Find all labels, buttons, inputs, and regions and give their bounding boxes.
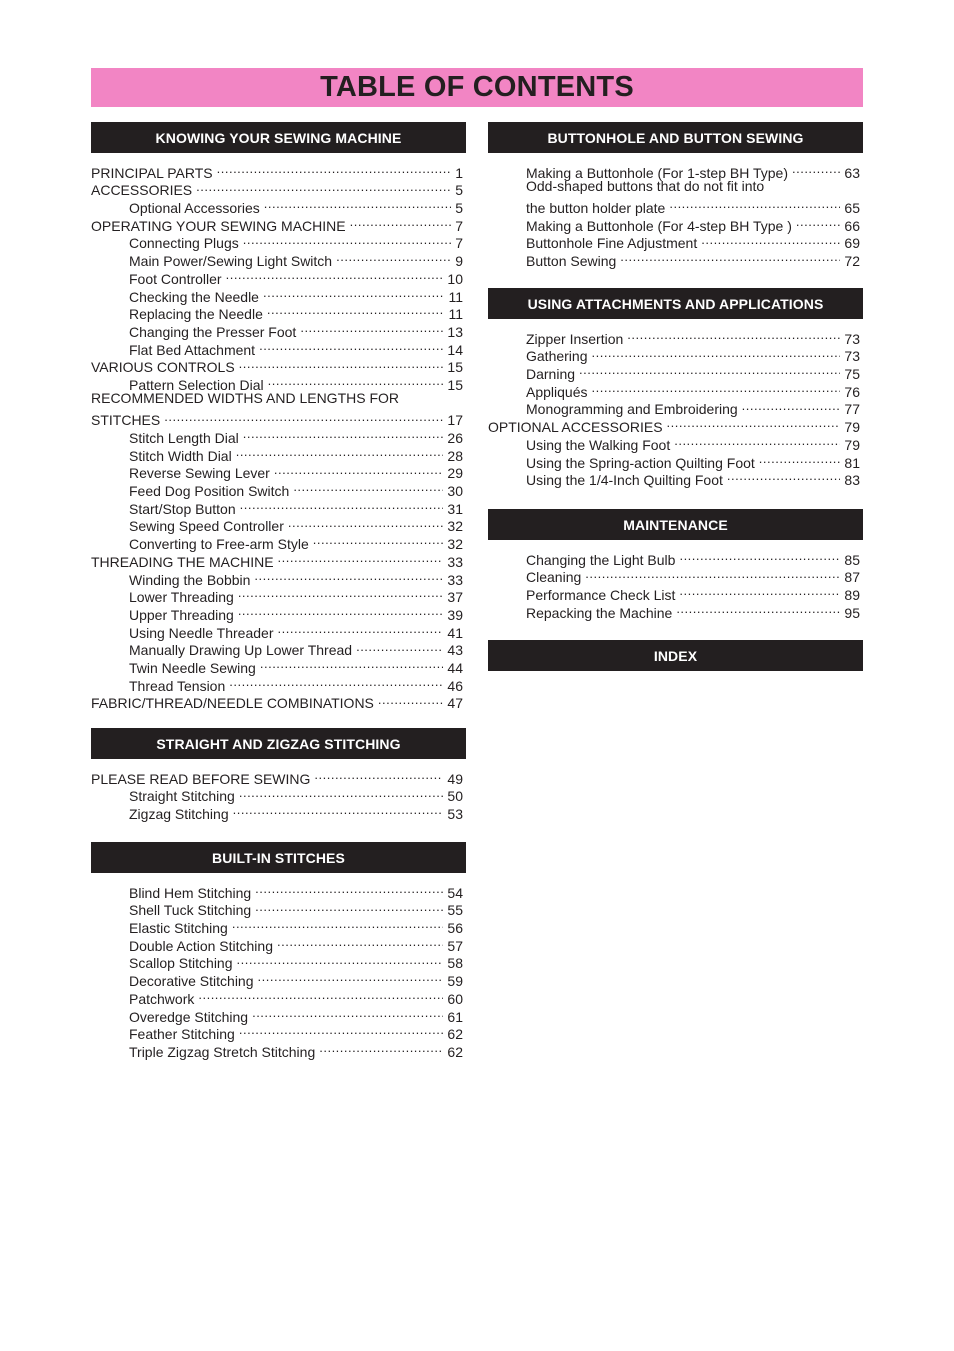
toc-entry-label: Using Needle Threader xyxy=(129,624,274,641)
toc-page-number: 53 xyxy=(447,806,463,823)
toc-page-number: 32 xyxy=(447,518,463,535)
toc-entry-label: Monogramming and Embroidering xyxy=(526,401,738,418)
dot-leader xyxy=(313,531,444,549)
toc-entry-label: Odd-shaped buttons that do not fit into xyxy=(526,177,765,194)
toc-entry-label: Upper Threading xyxy=(129,606,234,623)
toc-page-number: 31 xyxy=(447,500,463,517)
dot-leader xyxy=(669,195,840,213)
toc-page-number: 49 xyxy=(447,770,463,787)
toc-entry-label: Patchwork xyxy=(129,990,195,1007)
dot-leader xyxy=(579,361,840,379)
toc-entry-list xyxy=(91,873,466,1060)
toc-page-number: 30 xyxy=(447,483,463,500)
toc-entry-label: Darning xyxy=(526,366,576,383)
toc-page-number: 46 xyxy=(447,677,463,694)
toc-page-number: 95 xyxy=(844,604,860,621)
toc-page-number: 5 xyxy=(455,182,463,199)
title-banner xyxy=(91,68,863,107)
dot-leader xyxy=(378,691,444,709)
toc-entry-label: OPTIONAL ACCESSORIES xyxy=(488,419,663,436)
toc-entry-label: STITCHES xyxy=(91,412,161,429)
toc-page-number: 32 xyxy=(447,536,463,553)
dot-leader xyxy=(268,372,444,390)
dot-leader xyxy=(243,231,451,249)
toc-page-number: 63 xyxy=(844,164,860,181)
toc-entry-label: Double Action Stitching xyxy=(129,937,273,954)
section-header: MAINTENANCE xyxy=(488,509,863,540)
dot-leader xyxy=(239,1022,444,1040)
toc-page-number: 15 xyxy=(447,359,463,376)
toc-entry-label: THREADING THE MACHINE xyxy=(91,553,274,570)
toc-section-maintenance xyxy=(488,509,863,621)
dot-leader xyxy=(792,160,840,178)
toc-page-number: 15 xyxy=(447,376,463,393)
toc-entry[interactable] xyxy=(91,880,466,901)
toc-page-number: 62 xyxy=(447,1026,463,1043)
dot-leader xyxy=(254,567,443,585)
dot-leader xyxy=(264,195,451,213)
toc-entry-label: RECOMMENDED WIDTHS AND LENGTHS FOR xyxy=(91,389,400,406)
toc-page-number: 7 xyxy=(455,235,463,252)
toc-entry-label: Flat Bed Attachment xyxy=(129,341,256,358)
toc-entry-label: Thread Tension xyxy=(129,677,226,694)
toc-page-number: 77 xyxy=(844,401,860,418)
section-header: BUILT-IN STITCHES xyxy=(91,842,466,873)
toc-entry-label: Buttonhole Fine Adjustment xyxy=(526,235,698,252)
toc-page-number: 55 xyxy=(447,902,463,919)
dot-leader xyxy=(239,355,444,373)
dot-leader xyxy=(319,1039,443,1057)
toc-section-straight-and-zigzag-stitching xyxy=(91,728,466,823)
dot-leader xyxy=(277,933,443,951)
toc-page-number: 72 xyxy=(844,253,860,270)
toc-page-number: 54 xyxy=(447,884,463,901)
toc-page-number: 62 xyxy=(447,1043,463,1060)
toc-entry-label: Triple Zigzag Stretch Stitching xyxy=(129,1043,316,1060)
dot-leader xyxy=(293,478,443,496)
toc-entry[interactable] xyxy=(488,326,863,347)
toc-entry-label: Manually Drawing Up Lower Thread xyxy=(129,642,353,659)
toc-page-number: 89 xyxy=(844,587,860,604)
toc-entry-label: Overedge Stitching xyxy=(129,1008,249,1025)
dot-leader xyxy=(300,319,443,337)
toc-page-number: 79 xyxy=(844,436,860,453)
toc-entry-label: Changing the Presser Foot xyxy=(129,323,297,340)
toc-page-number: 7 xyxy=(455,217,463,234)
dot-leader xyxy=(255,898,443,916)
toc-entry-label: Cleaning xyxy=(526,569,582,586)
toc-entry-label: Using the Walking Foot xyxy=(526,436,671,453)
toc-page-number: 11 xyxy=(448,306,463,323)
toc-page-number: 39 xyxy=(447,606,463,623)
toc-page-number: 65 xyxy=(844,200,860,217)
toc-entry-label: Making a Buttonhole (For 1-step BH Type) xyxy=(526,164,788,181)
toc-entry-list xyxy=(488,319,863,489)
dot-leader xyxy=(759,450,841,468)
toc-page-number: 60 xyxy=(447,990,463,1007)
dot-leader xyxy=(164,408,443,426)
toc-page-number: 69 xyxy=(844,235,860,252)
dot-leader xyxy=(278,620,444,638)
dot-leader xyxy=(226,266,444,284)
toc-entry[interactable] xyxy=(488,160,863,181)
toc-page-number: 43 xyxy=(447,642,463,659)
dot-leader xyxy=(676,600,840,618)
toc-page-number: 61 xyxy=(447,1008,463,1025)
toc-entry-list xyxy=(91,153,466,712)
dot-leader xyxy=(592,379,841,397)
toc-entry-label: Winding the Bobbin xyxy=(129,571,251,588)
toc-page-number: 73 xyxy=(844,330,860,347)
toc-entry-label: ACCESSORIES xyxy=(91,182,193,199)
dot-leader xyxy=(727,468,841,486)
toc-entry-label: VARIOUS CONTROLS xyxy=(91,359,235,376)
toc-entry-label: Reverse Sewing Lever xyxy=(129,465,270,482)
toc-page-number: 29 xyxy=(447,465,463,482)
toc-entry-label: Decorative Stitching xyxy=(129,973,254,990)
toc-page-number: 44 xyxy=(447,659,463,676)
toc-entry[interactable] xyxy=(488,547,863,568)
toc-page-number: 76 xyxy=(844,383,860,400)
toc-entry[interactable] xyxy=(488,195,863,217)
toc-entry-label: Stitch Width Dial xyxy=(129,447,232,464)
toc-entry-label: Start/Stop Button xyxy=(129,500,236,517)
dot-leader xyxy=(350,213,452,231)
dot-leader xyxy=(796,213,841,231)
section-header: INDEX xyxy=(488,640,863,671)
toc-entry-label: Elastic Stitching xyxy=(129,920,228,937)
toc-page-number: 57 xyxy=(447,937,463,954)
toc-entry-label: PRINCIPAL PARTS xyxy=(91,164,213,181)
toc-entry-label: Feed Dog Position Switch xyxy=(129,483,290,500)
toc-entry[interactable] xyxy=(91,390,466,408)
toc-section-knowing-your-sewing-machine xyxy=(91,122,466,712)
dot-leader xyxy=(679,582,840,600)
toc-entry-label: FABRIC/THREAD/NEEDLE COMBINATIONS xyxy=(91,695,374,712)
toc-section-index xyxy=(488,640,863,678)
toc-page-number: 58 xyxy=(447,955,463,972)
toc-entry-label: Scallop Stitching xyxy=(129,955,233,972)
dot-leader xyxy=(233,801,444,819)
dot-leader xyxy=(260,655,444,673)
page-title: TABLE OF CONTENTS xyxy=(320,71,634,103)
toc-entry-label: Converting to Free-arm Style xyxy=(129,536,309,553)
toc-page-number: 28 xyxy=(447,447,463,464)
toc-entry-list xyxy=(488,153,863,270)
toc-page-number: 83 xyxy=(844,472,860,489)
toc-page-number: 9 xyxy=(455,253,463,270)
toc-entry-label: Using the Spring-action Quilting Foot xyxy=(526,454,755,471)
toc-page-number: 66 xyxy=(844,217,860,234)
dot-leader xyxy=(336,248,451,266)
toc-entry-label: Foot Controller xyxy=(129,270,222,287)
toc-entry-label: PLEASE READ BEFORE SEWING xyxy=(91,770,311,787)
toc-page-number: 47 xyxy=(447,695,463,712)
toc-entry-label: Feather Stitching xyxy=(129,1026,235,1043)
dot-leader xyxy=(288,514,444,532)
toc-entry-list xyxy=(91,759,466,823)
dot-leader xyxy=(585,565,840,583)
toc-entry-label: the button holder plate xyxy=(526,200,666,217)
toc-entry[interactable] xyxy=(488,178,863,196)
dot-leader xyxy=(243,425,444,443)
toc-entry-list xyxy=(488,540,863,621)
section-header: STRAIGHT AND ZIGZAG STITCHING xyxy=(91,728,466,759)
toc-page-number: 5 xyxy=(455,200,463,217)
toc-page-number: 85 xyxy=(844,551,860,568)
toc-page-number: 75 xyxy=(844,366,860,383)
toc-page-number: 11 xyxy=(448,288,463,305)
toc-section-using-attachments-and-applications xyxy=(488,288,863,489)
dot-leader xyxy=(255,880,443,898)
toc-entry-label: Zigzag Stitching xyxy=(129,806,229,823)
toc-page-number: 79 xyxy=(844,419,860,436)
toc-page-number: 13 xyxy=(447,323,463,340)
toc-entry-label: Shell Tuck Stitching xyxy=(129,902,252,919)
dot-leader xyxy=(259,337,443,355)
toc-page-number: 33 xyxy=(447,571,463,588)
toc-page-number: 87 xyxy=(844,569,860,586)
toc-entry-label: Stitch Length Dial xyxy=(129,430,239,446)
toc-page-number: 50 xyxy=(447,788,463,805)
toc-entry-label: Pattern Selection Dial xyxy=(129,376,264,393)
toc-page-number: 73 xyxy=(844,348,860,365)
dot-leader xyxy=(667,414,841,432)
dot-leader xyxy=(591,344,840,362)
toc-entry-label: Replacing the Needle xyxy=(129,306,263,323)
toc-page-number: 17 xyxy=(447,412,463,429)
toc-entry-label: Straight Stitching xyxy=(129,788,235,805)
dot-leader xyxy=(240,496,444,514)
toc-page-number: 33 xyxy=(447,553,463,570)
section-header: BUTTONHOLE AND BUTTON SEWING xyxy=(488,122,863,153)
toc-page-number: 81 xyxy=(844,454,860,471)
toc-page-number: 26 xyxy=(447,430,463,446)
dot-leader xyxy=(278,549,444,567)
dot-leader xyxy=(742,397,841,415)
toc-entry-label: Twin Needle Sewing xyxy=(129,659,256,676)
dot-leader xyxy=(239,784,444,802)
dot-leader xyxy=(238,602,444,620)
toc-entry-label: Changing the Light Bulb xyxy=(526,551,676,568)
dot-leader xyxy=(674,432,840,450)
dot-leader xyxy=(314,766,443,784)
toc-entry-label: Zipper Insertion xyxy=(526,330,624,347)
dot-leader xyxy=(701,231,840,249)
toc-entry-label: Optional Accessories xyxy=(129,200,260,217)
dot-leader xyxy=(627,326,840,344)
toc-entry-label: Performance Check List xyxy=(526,587,676,604)
dot-leader xyxy=(198,986,443,1004)
toc-page-number: 41 xyxy=(447,624,463,641)
dot-leader xyxy=(274,461,444,479)
toc-entry-label: Gathering xyxy=(526,348,588,365)
dot-leader xyxy=(252,1004,443,1022)
toc-entry-label: Repacking the Machine xyxy=(526,604,673,621)
dot-leader xyxy=(238,585,444,603)
dot-leader xyxy=(237,951,444,969)
dot-leader xyxy=(217,160,452,178)
toc-page-number: 59 xyxy=(447,973,463,990)
toc-page-number: 56 xyxy=(447,920,463,937)
toc-entry[interactable] xyxy=(91,160,466,181)
toc-entry[interactable] xyxy=(91,408,466,429)
toc-entry-label: Sewing Speed Controller xyxy=(129,518,284,535)
toc-entry-label: OPERATING YOUR SEWING MACHINE xyxy=(91,217,346,234)
toc-entry-label: Making a Buttonhole (For 4-step BH Type ) xyxy=(526,217,792,234)
toc-entry-label: Blind Hem Stitching xyxy=(129,884,252,901)
dot-leader xyxy=(196,178,451,196)
toc-page-number: 37 xyxy=(447,589,463,606)
section-header: USING ATTACHMENTS AND APPLICATIONS xyxy=(488,288,863,319)
toc-entry-label: Connecting Plugs xyxy=(129,235,239,252)
dot-leader xyxy=(267,302,445,320)
toc-page-number: 10 xyxy=(447,270,463,287)
toc-entry-label: Using the 1/4-Inch Quilting Foot xyxy=(526,472,723,489)
dot-leader xyxy=(229,673,443,691)
toc-page-number: 1 xyxy=(455,164,463,181)
section-header: KNOWING YOUR SEWING MACHINE xyxy=(91,122,466,153)
dot-leader xyxy=(236,443,444,461)
dot-leader xyxy=(258,968,444,986)
dot-leader xyxy=(263,284,444,302)
dot-leader xyxy=(679,547,840,565)
toc-entry-label: Lower Threading xyxy=(129,589,234,606)
toc-entry[interactable] xyxy=(91,766,466,787)
toc-section-built-in-stitches xyxy=(91,842,466,1060)
dot-leader xyxy=(232,915,444,933)
toc-entry-list xyxy=(488,671,863,678)
toc-page-number: 14 xyxy=(447,341,463,358)
toc-entry-label: Main Power/Sewing Light Switch xyxy=(129,253,333,270)
dot-leader xyxy=(356,638,443,656)
toc-entry-label: Button Sewing xyxy=(526,253,617,270)
toc-entry-label: Checking the Needle xyxy=(129,288,259,305)
toc-section-buttonhole-and-button-sewing xyxy=(488,122,863,270)
dot-leader xyxy=(620,248,840,266)
toc-entry-label: Appliqués xyxy=(526,383,588,400)
